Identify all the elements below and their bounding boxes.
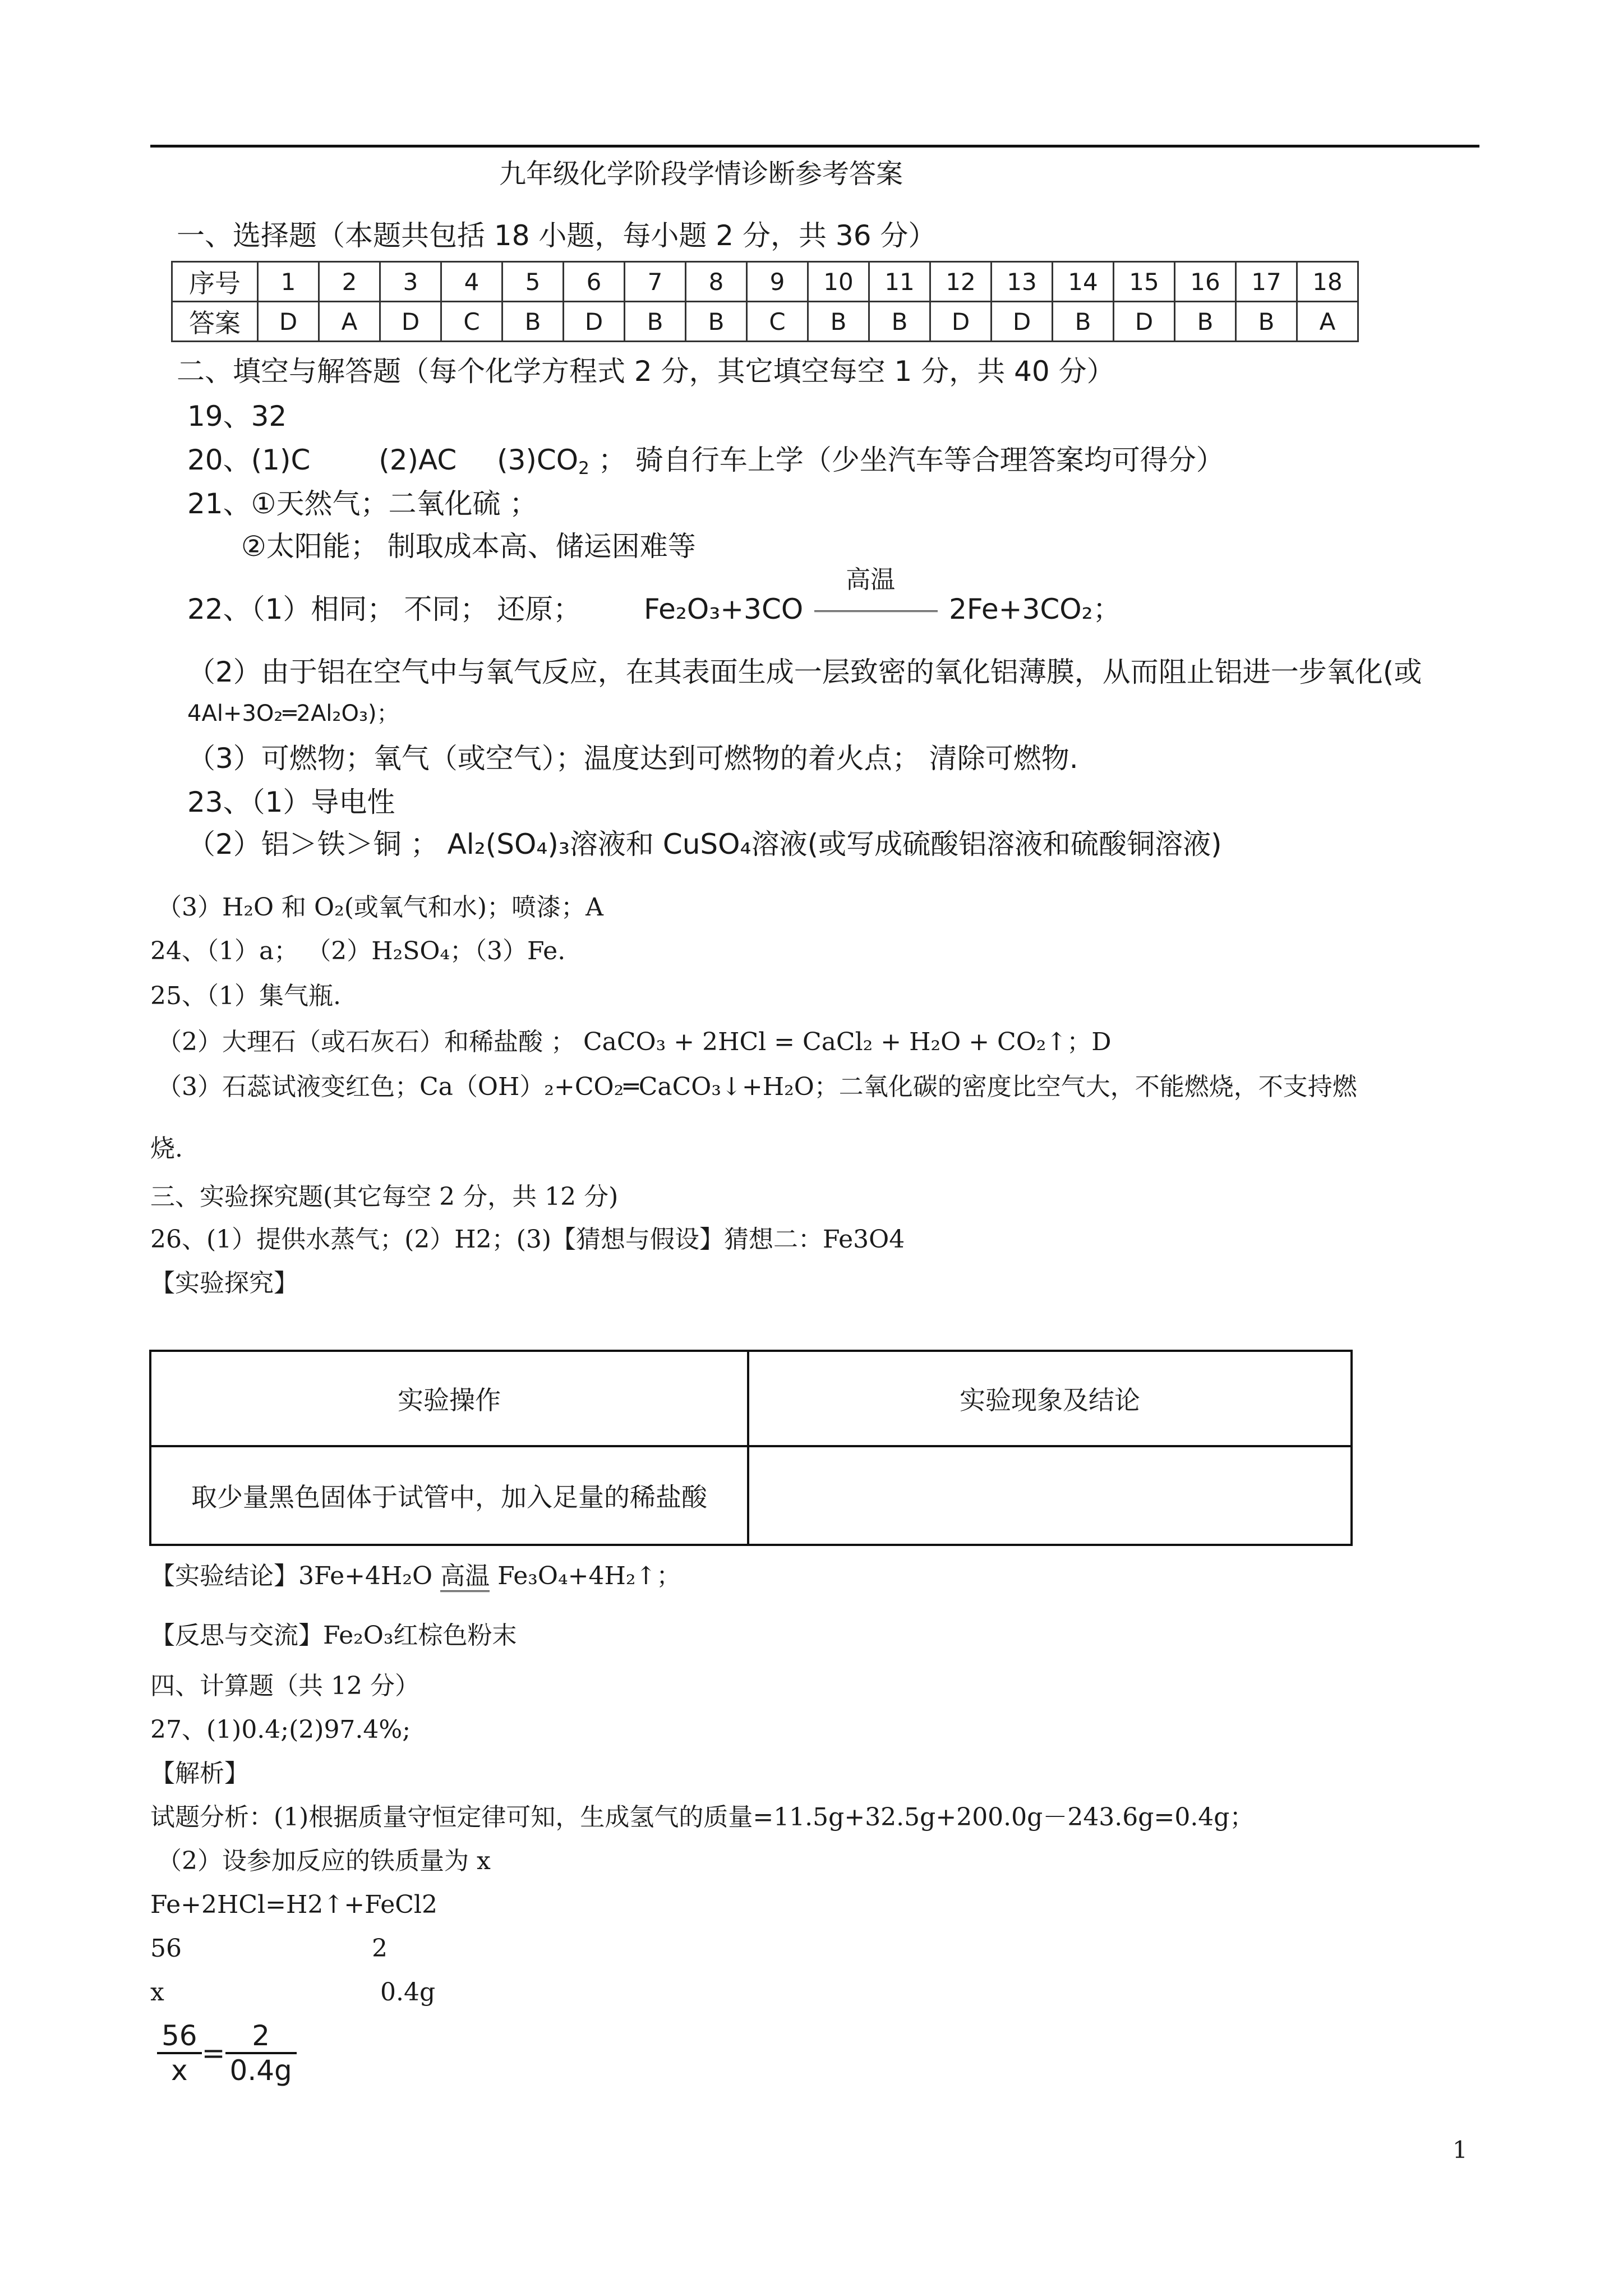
number-cell: 13 [992, 262, 1053, 302]
q22-equation-left: Fe₂O₃+3CO [644, 593, 804, 625]
number-cell: 10 [808, 262, 869, 302]
answer-cell: B [1175, 302, 1236, 342]
answer-cell: D [930, 302, 992, 342]
answer-cell: B [1236, 302, 1297, 342]
q22-line2b: 4Al+3O₂═2Al₂O₃)； [187, 701, 399, 726]
section1-heading: 一、选择题（本题共包括 18 小题，每小题 2 分，共 36 分） [177, 219, 937, 252]
answer-cell: D [258, 302, 319, 342]
q25-line2: （2）大理石（或石灰石）和稀盐酸 ； CaCO₃ + 2HCl = CaCl₂ + H₂O + CO₂↑；D [157, 1028, 1112, 1056]
fraction-right-denominator: 0.4g [229, 2054, 292, 2087]
conclusion-left: 【实验结论】3Fe+4H₂O [150, 1562, 441, 1590]
answer-cell: B [625, 302, 686, 342]
ratio-h2: 2 [372, 1934, 388, 1963]
header-operation: 实验操作 [150, 1351, 748, 1446]
section3-heading: 三、实验探究题(其它每空 2 分，共 12 分) [150, 1182, 619, 1211]
analysis-label: 【解析】 [150, 1759, 249, 1788]
q25-line1: 25、（1）集气瓶. [150, 982, 341, 1010]
number-cell: 5 [502, 262, 564, 302]
number-cell: 11 [869, 262, 930, 302]
q22-line3: （3）可燃物；氧气（或空气）；温度达到可燃物的着火点； 清除可燃物. [187, 742, 1078, 775]
q20-part3: (3)CO [497, 444, 579, 476]
ratio-x: x [150, 1978, 164, 2007]
ratio-fe: 56 [150, 1934, 182, 1963]
page-title: 九年级化学阶段学情诊断参考答案 [499, 158, 903, 190]
number-cell: 1 [258, 262, 319, 302]
q22-equation-right: 2Fe+3CO₂； [949, 593, 1121, 625]
operation-cell: 取少量黑色固体于试管中，加入足量的稀盐酸 [150, 1446, 748, 1545]
proportion-fraction [157, 2019, 297, 2087]
q22-reaction-arrow [812, 565, 940, 626]
answer-cell: D [564, 302, 625, 342]
section4-heading: 四、计算题（共 12 分） [150, 1672, 419, 1700]
number-cell: 12 [930, 262, 992, 302]
equals-sign: = [201, 2037, 225, 2069]
number-cell: 8 [686, 262, 747, 302]
answer-table-number-row [172, 262, 1358, 302]
q20-part1: 20、(1)C [187, 444, 311, 476]
ratio-row2 [150, 1978, 436, 2008]
answer-cell: B [869, 302, 930, 342]
q19-answer: 19、32 [187, 400, 287, 432]
q24-answer: 24、（1）a； （2）H₂SO₄；（3）Fe. [150, 937, 566, 965]
answer-table [171, 261, 1359, 342]
q20-part4: ； 骑自行车上学（少坐汽车等合理答案均可得分） [598, 444, 1224, 476]
q22-condition: 高温 [846, 565, 896, 594]
q21-line2: ②太阳能； 制取成本高、储运困难等 [241, 530, 696, 563]
subscript: 2 [578, 458, 589, 478]
header-result: 实验现象及结论 [748, 1351, 1352, 1446]
reflection: 【反思与交流】Fe₂O₃红棕色粉末 [150, 1621, 517, 1650]
answer-cell: A [319, 302, 380, 342]
result-cell [748, 1446, 1352, 1545]
answer-cell: A [1297, 302, 1358, 342]
number-cell: 9 [747, 262, 808, 302]
q23-line2: （2）铝＞铁＞铜 ； Al₂(SO₄)₃溶液和 CuSO₄溶液(或写成硫酸铝溶液和硫酸铜溶液) [187, 828, 1222, 861]
fraction-right [225, 2019, 297, 2087]
answer-cell: B [1053, 302, 1114, 342]
q23-line1: 23、（1）导电性 [187, 786, 395, 818]
answer-cell: B [502, 302, 564, 342]
q27-answer: 27、(1)0.4;(2)97.4%; [150, 1715, 411, 1744]
answer-table-answer-row [172, 302, 1358, 342]
number-cell: 18 [1297, 262, 1358, 302]
conclusion-right: Fe₃O₄+4H₂↑； [490, 1562, 681, 1590]
fraction-right-numerator: 2 [225, 2019, 297, 2054]
fraction-left [157, 2019, 202, 2087]
analysis-line2: （2）设参加反应的铁质量为 x [157, 1847, 491, 1875]
answer-cell: C [747, 302, 808, 342]
q22-line1 [187, 565, 1121, 626]
q25-line3a: （3）石蕊试液变红色；Ca（OH）₂+CO₂═CaCO₃↓+H₂O；二氧化碳的密度比空气大，不能燃烧，不支持燃 [157, 1073, 1357, 1101]
experiment-table [149, 1350, 1353, 1546]
q20-part2: (2)AC [379, 444, 457, 476]
page-number: 1 [1453, 2136, 1468, 2164]
double-line [814, 610, 938, 612]
q23-line3: （3）H₂O 和 O₂(或氧气和水)；喷漆；A [157, 893, 603, 922]
number-cell: 6 [564, 262, 625, 302]
q22-part1-text: 22、（1）相同； 不同； 还原； [187, 593, 582, 625]
q22-line2a: （2）由于铝在空气中与氧气反应，在其表面生成一层致密的氧化铝薄膜，从而阻止铝进一步氧化(或 [187, 656, 1422, 688]
answer-cell: B [808, 302, 869, 342]
reaction-equation: Fe+2HCl=H2↑+FeCl2 [150, 1890, 437, 1919]
number-cell: 15 [1114, 262, 1175, 302]
ratio-row1 [150, 1934, 388, 1964]
header-rule [150, 145, 1479, 148]
answer-cell: D [1114, 302, 1175, 342]
q20-answer [187, 443, 1224, 477]
experiment-conclusion [150, 1562, 681, 1591]
experiment-table-header [150, 1351, 1352, 1446]
experiment-explore-label: 【实验探究】 [150, 1269, 298, 1297]
experiment-table-row [150, 1446, 1352, 1545]
ratio-mass: 0.4g [380, 1978, 436, 2007]
number-cell: 16 [1175, 262, 1236, 302]
q25-line3b: 烧. [150, 1134, 183, 1163]
fraction-left-numerator: 56 [157, 2019, 202, 2054]
answer-cell: D [992, 302, 1053, 342]
number-cell: 14 [1053, 262, 1114, 302]
answer-cell: B [686, 302, 747, 342]
fraction-left-denominator: x [171, 2054, 188, 2087]
number-cell: 4 [441, 262, 502, 302]
section2-heading: 二、填空与解答题（每个化学方程式 2 分，其它填空每空 1 分，共 40 分） [177, 355, 1115, 388]
conclusion-condition: 高温 [440, 1562, 490, 1592]
answer-cell: D [380, 302, 441, 342]
number-cell: 17 [1236, 262, 1297, 302]
number-row-label: 序号 [172, 262, 258, 302]
answer-row-label: 答案 [172, 302, 258, 342]
number-cell: 7 [625, 262, 686, 302]
answer-cell: C [441, 302, 502, 342]
q26-line1: 26、(1）提供水蒸气；(2）H2；(3)【猜想与假设】猜想二：Fe3O4 [150, 1225, 905, 1254]
number-cell: 3 [380, 262, 441, 302]
number-cell: 2 [319, 262, 380, 302]
analysis-line1: 试题分析：(1)根据质量守恒定律可知，生成氢气的质量=11.5g+32.5g+200.0g－243.6g=0.4g； [150, 1803, 1255, 1832]
q21-line1: 21、①天然气；二氧化硫 ； [187, 487, 538, 520]
